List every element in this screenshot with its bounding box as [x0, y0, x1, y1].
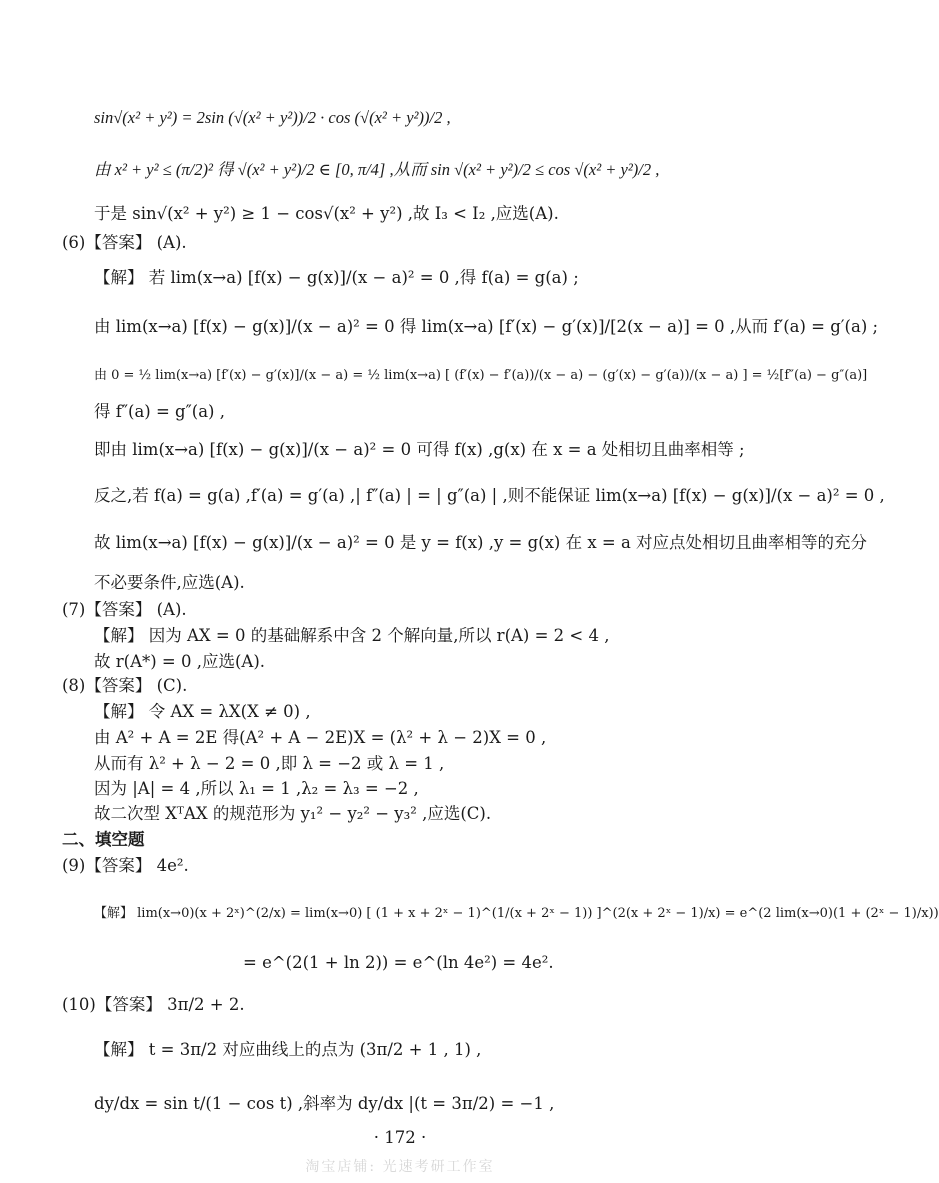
text-line-3: 于是 sin√(x² + y²) ≥ 1 − cos√(x² + y²) ,故 I₃ < I₂ ,应选(A). — [94, 204, 559, 223]
answer-7: (7)【答案】 (A). — [62, 600, 187, 619]
solution-7-line-1: 【解】 因为 AX = 0 的基础解系中含 2 个解向量,所以 r(A) = 2 < 4 , — [94, 626, 610, 645]
solution-6-line-8: 不必要条件,应选(A). — [94, 573, 245, 592]
answer-10: (10)【答案】 3π/2 + 2. — [62, 995, 245, 1014]
solution-7-line-2: 故 r(A*) = 0 ,应选(A). — [94, 652, 266, 671]
solution-6-line-7: 故 lim(x→a) [f(x) − g(x)]/(x − a)² = 0 是 y = f(x) ,y = g(x) 在 x = a 对应点处相切且曲率相等的充分 — [94, 533, 868, 552]
solution-6-line-3: 由 0 = ½ lim(x→a) [f′(x) − g′(x)]/(x − a) = ½ lim(x→a) [ (f′(x) − f′(a))/(x − a) − (g′(x) − g′(a))/(x − a) ] = ½[f″(a) − g″(a)] — [94, 368, 868, 383]
solution-6-line-4: 得 f″(a) = g″(a) , — [94, 402, 225, 421]
solution-8-line-5: 故二次型 XᵀAX 的规范形为 y₁² − y₂² − y₃² ,应选(C). — [94, 804, 492, 823]
watermark-text: 淘宝店铺: 光速考研工作室 — [305, 1159, 495, 1175]
solution-9-line-2: = e^(2(1 + ln 2)) = e^(ln 4e²) = 4e². — [243, 953, 554, 972]
solution-8-line-2: 由 A² + A = 2E 得(A² + A − 2E)X = (λ² + λ − 2)X = 0 , — [94, 728, 547, 747]
solution-10-line-1: 【解】 t = 3π/2 对应曲线上的点为 (3π/2 + 1 , 1) , — [94, 1040, 482, 1059]
solution-6-line-2: 由 lim(x→a) [f(x) − g(x)]/(x − a)² = 0 得 lim(x→a) [f′(x) − g′(x)]/[2(x − a)] = 0 ,从而 f′(a) = g′(a) ; — [94, 317, 879, 336]
answer-6: (6)【答案】 (A). — [62, 233, 187, 252]
solution-6-line-6: 反之,若 f(a) = g(a) ,f′(a) = g′(a) ,| f″(a) | = | g″(a) | ,则不能保证 lim(x→a) [f(x) − g(x)]/(x − a)² = 0 , — [94, 486, 885, 505]
solution-8-line-4: 因为 |A| = 4 ,所以 λ₁ = 1 ,λ₂ = λ₃ = −2 , — [94, 779, 419, 798]
answer-8: (8)【答案】 (C). — [62, 676, 188, 695]
text-line-1: sin√(x² + y²) = 2sin (√(x² + y²))/2 · cos (√(x² + y²))/2 , — [94, 108, 451, 127]
text-line-2: 由 x² + y² ≤ (π/2)² 得 √(x² + y²)/2 ∈ [0, π/4] ,从而 sin √(x² + y²)/2 ≤ cos √(x² + y²)/2 , — [94, 160, 660, 179]
solution-10-line-2: dy/dx = sin t/(1 − cos t) ,斜率为 dy/dx |(t = 3π/2) = −1 , — [94, 1094, 555, 1113]
solution-8-line-3: 从而有 λ² + λ − 2 = 0 ,即 λ = −2 或 λ = 1 , — [94, 754, 445, 773]
page-number: · 172 · — [373, 1128, 427, 1147]
solution-8-line-1: 【解】 令 AX = λX(X ≠ 0) , — [94, 702, 311, 721]
solution-6-line-5: 即由 lim(x→a) [f(x) − g(x)]/(x − a)² = 0 可得 f(x) ,g(x) 在 x = a 处相切且曲率相等 ; — [94, 440, 745, 459]
section-heading-fill-in: 二、填空题 — [62, 830, 145, 849]
answer-9: (9)【答案】 4e². — [62, 856, 189, 875]
solution-6-line-1: 【解】 若 lim(x→a) [f(x) − g(x)]/(x − a)² = 0 ,得 f(a) = g(a) ; — [94, 268, 579, 287]
solution-9-line-1: 【解】 lim(x→0)(x + 2ˣ)^(2/x) = lim(x→0) [ (1 + x + 2ˣ − 1)^(1/(x + 2ˣ − 1)) ]^(2(x + 2ˣ − 1)/x) = e^(2 lim(x→0)(1 + (2ˣ − 1)/x)) — [94, 906, 939, 921]
